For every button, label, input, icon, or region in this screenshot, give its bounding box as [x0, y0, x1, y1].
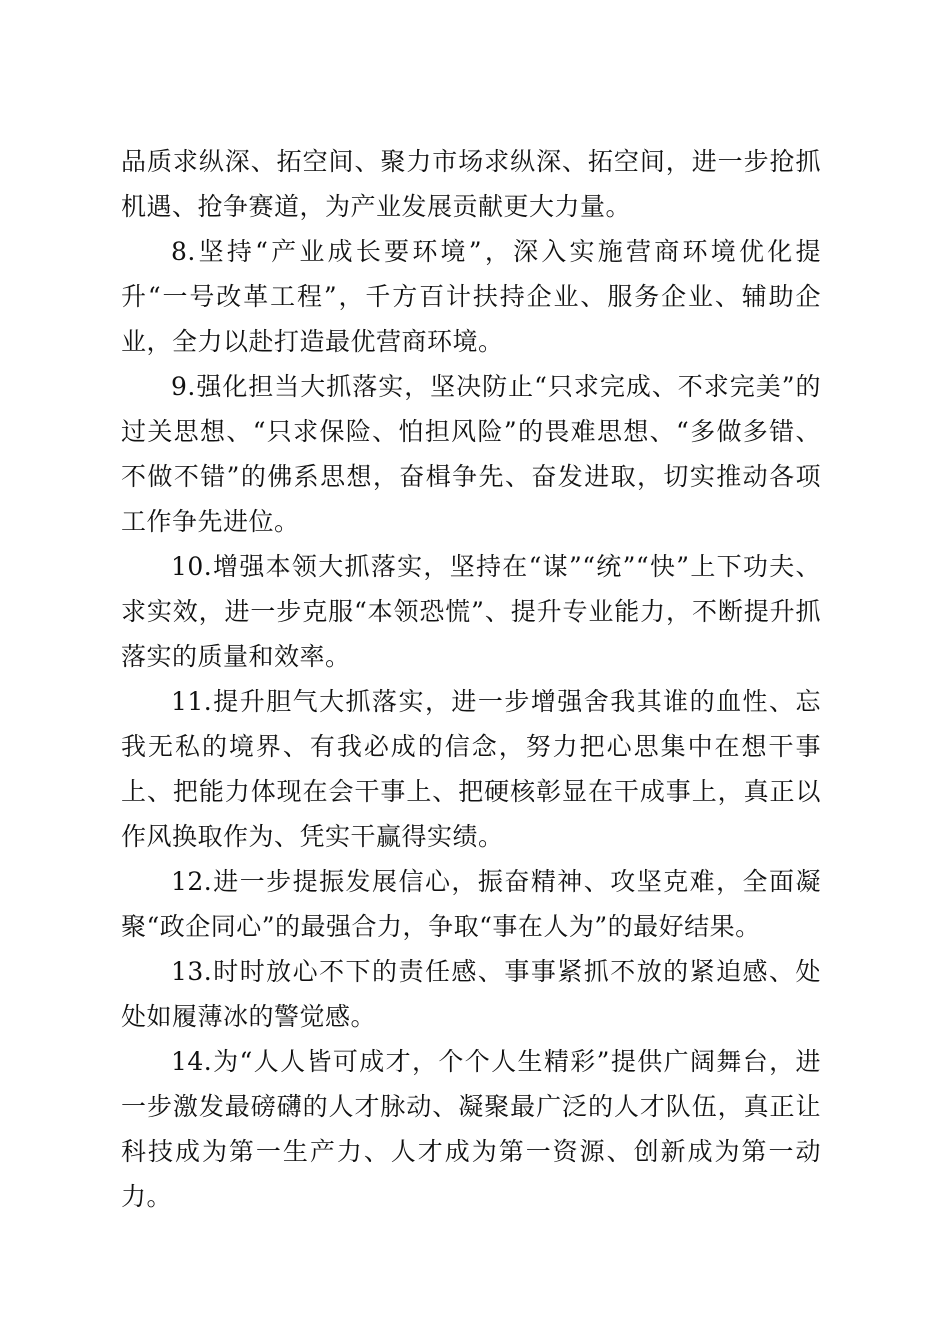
document-body — [121, 139, 821, 1219]
paragraph-item-13: 13.时时放心不下的责任感、事事紧抓不放的紧迫感、处处如履薄冰的警觉感。 — [121, 957, 821, 1031]
paragraph-item-12: 12.进一步提振发展信心，振奋精神、攻坚克难，全面凝聚“政企同心”的最强合力，争取“事在人为”的最好结果。 — [121, 867, 821, 941]
paragraph-item-10: 10.增强本领大抓落实，坚持在“谋”“统”“快”上下功夫、求实效，进一步克服“本领恐慌”、提升专业能力，不断提升抓落实的质量和效率。 — [121, 552, 821, 671]
paragraph-item-8: 8.坚持“产业成长要环境”，深入实施营商环境优化提升“一号改革工程”，千方百计扶持企业、服务企业、辅助企业，全力以赴打造最优营商环境。 — [121, 237, 821, 356]
paragraph-continuation: 品质求纵深、拓空间、聚力市场求纵深、拓空间，进一步抢抓机遇、抢争赛道，为产业发展贡献更大力量。 — [121, 147, 821, 221]
paragraph-item-14: 14.为“人人皆可成才，个个人生精彩”提供广阔舞台，进一步激发最磅礴的人才脉动、凝聚最广泛的人才队伍，真正让科技成为第一生产力、人才成为第一资源、创新成为第一动力。 — [121, 1047, 821, 1211]
paragraph-item-11: 11.提升胆气大抓落实，进一步增强舍我其谁的血性、忘我无私的境界、有我必成的信念，努力把心思集中在想干事上、把能力体现在会干事上、把硬核彰显在干成事上，真正以作风换取作为、凭实干赢得实绩。 — [121, 687, 821, 851]
paragraph-item-9: 9.强化担当大抓落实，坚决防止“只求完成、不求完美”的过关思想、“只求保险、怕担风险”的畏难思想、“多做多错、不做不错”的佛系思想，奋楫争先、奋发进取，切实推动各项工作争先进位。 — [121, 372, 821, 536]
